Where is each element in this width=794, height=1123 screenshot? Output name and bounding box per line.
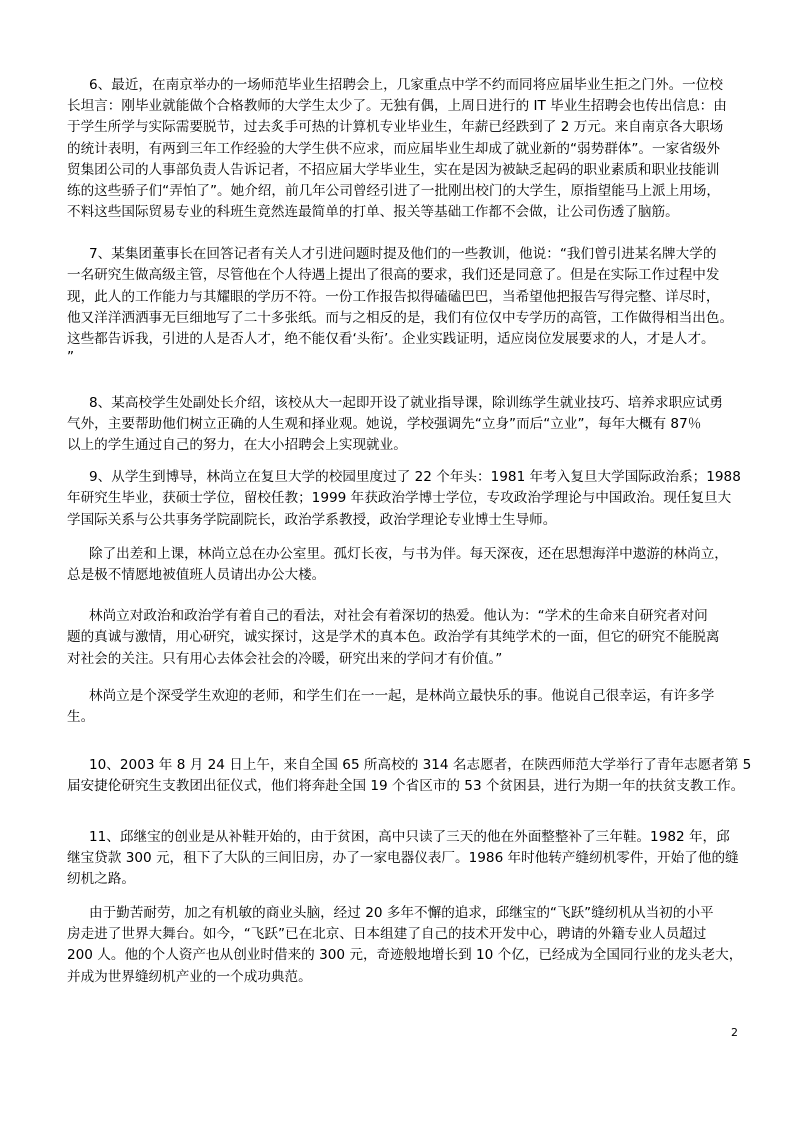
- text-line: 6、最近，在南京举办的一场师范毕业生招聘会上，几家重点中学不约而同将应届毕业生拒之门外。一位校: [89, 77, 723, 93]
- text-line: 练的这些骄子们“弄怕了”。她介绍，前几年公司曾经引进了一批刚出校门的大学生，原指望能马上派上用场，: [67, 183, 720, 199]
- text-line: 题的真诚与激情，用心研究，诚实探讨，这是学术的真本色。政治学有其纯学术的一面，但它的研究不能脱离: [67, 629, 720, 645]
- text-line: 总是极不情愿地被值班人员请出办公大楼。: [67, 567, 326, 583]
- text-line: 由于勤苦耐劳，加之有机敏的商业头脑，经过 20 多年不懈的追求，邱继宝的“飞跃”缝纫机从当初的小平: [89, 905, 714, 921]
- text-line: 现，此人的工作能力与其耀眼的学历不符。一份工作报告拟得磕磕巴巴，当希望他把报告写得完整、详尽时，: [67, 289, 720, 305]
- text-line: 生。: [67, 709, 95, 725]
- text-line: 纫机之路。: [67, 871, 135, 887]
- text-line: 一名研究生做高级主管，尽管他在个人待遇上提出了很高的要求，我们还是同意了。但是在实际工作过程中发: [67, 267, 720, 283]
- text-line: 的统计表明，有两到三年工作经验的大学生供不应求，而应届毕业生却成了就业新的“弱势群体”。一家省级外: [67, 141, 720, 157]
- text-line: 200 人。他的个人资产也从创业时借来的 300 元，奇迹般地增长到 10 个亿，已经成为全国同行业的龙头老大，: [67, 947, 743, 963]
- text-line: 9、从学生到博导，林尚立在复旦大学的校园里度过了 22 个年头：1981 年考入复旦大学国际政治系；1988: [89, 469, 741, 485]
- text-line: 11、邱继宝的创业是从补鞋开始的，由于贫困，高中只读了三天的他在外面整整补了三年鞋。1982 年，邱: [89, 829, 730, 845]
- text-line: 届安捷伦研究生支教团出征仪式，他们将奔赴全国 19 个省区市的 53 个贫困县，进行为期一年的扶贫支教工作。: [67, 778, 745, 794]
- text-line: ”: [67, 349, 75, 365]
- text-line: 除了出差和上课，林尚立总在办公室里。孤灯长夜，与书为伴。每天深夜，还在思想海洋中遨游的林尚立，: [89, 546, 728, 562]
- text-line: 7、某集团董事长在回答记者有关人才引进问题时提及他们的一些教训，他说：“我们曾引进某名牌大学的: [89, 246, 717, 262]
- text-line: 并成为世界缝纫机产业的一个成功典范。: [67, 969, 312, 985]
- text-line: 房走进了世界大舞台。如今，“飞跃”已在北京、日本组建了自己的技术开发中心，聘请的外籍专业人员超过: [67, 926, 707, 942]
- text-line: 林尚立是个深受学生欢迎的老师，和学生们在一一起，是林尚立最快乐的事。他说自己很幸运，有许多学: [89, 688, 715, 704]
- text-line: 林尚立对政治和政治学有着自己的看法，对社会有着深切的热爱。他认为：“学术的生命来自研究者对问: [89, 608, 708, 624]
- text-line: 以上的学生通过自己的努力，在大小招聘会上实现就业。: [67, 437, 407, 453]
- text-line: 于学生所学与实际需要脱节，过去炙手可热的计算机专业毕业生，年薪已经跌到了 2 万元。来自南京各大职场: [67, 119, 724, 135]
- text-line: 继宝贷款 300 元，租下了大队的三间旧房，办了一家电器仪表厂。1986 年时他转产缝纫机零件，开始了他的缝: [67, 850, 739, 866]
- text-line: 不料这些国际贸易专业的科班生竟然连最简单的打单、报关等基础工作都不会做，让公司伤透了脑筋。: [67, 204, 679, 220]
- text-line: 他又洋洋洒洒事无巨细地写了二十多张纸。而与之相反的是，我们有位仅中专学历的高管，工作做得相当出色。: [67, 310, 734, 326]
- text-line: 10、2003 年 8 月 24 日上午，来自全国 65 所高校的 314 名志愿者，在陕西师范大学举行了青年志愿者第 5: [89, 757, 752, 773]
- text-line: 8、某高校学生处副处长介绍，该校从大一起即开设了就业指导课，除训练学生就业技巧、培养求职应试勇: [89, 395, 723, 411]
- text-line: 长坦言：刚毕业就能做个合格教师的大学生太少了。无独有偶，上周日进行的 IT 毕业生招聘会也传出信息：由: [67, 98, 727, 114]
- text-line: 这些都告诉我，引进的人是否人才，绝不能仅看‘头衔’。企业实践证明，适应岗位发展要求的人，才是人才。: [67, 331, 715, 347]
- text-line: 学国际关系与公共事务学院副院长，政治学系教授，政治学理论专业博士生导师。: [67, 512, 557, 528]
- text-line: 气外，主要帮助他们树立正确的人生观和择业观。她说，学校强调先“立身”而后“立业”，每年大概有 87％: [67, 416, 702, 432]
- text-line: 年研究生毕业，获硕士学位，留校任教；1999 年获政治学博士学位，专攻政治学理论与中国政治。现任复旦大: [67, 490, 732, 506]
- text-line: 对社会的关注。只有用心去体会社会的冷暖，研究出来的学问才有价值。”: [67, 651, 503, 667]
- text-line: 贸集团公司的人事部负责人告诉记者，不招应届大学毕业生，实在是因为被缺乏起码的职业素质和职业技能训: [67, 162, 720, 178]
- page-number: 2: [731, 1026, 738, 1039]
